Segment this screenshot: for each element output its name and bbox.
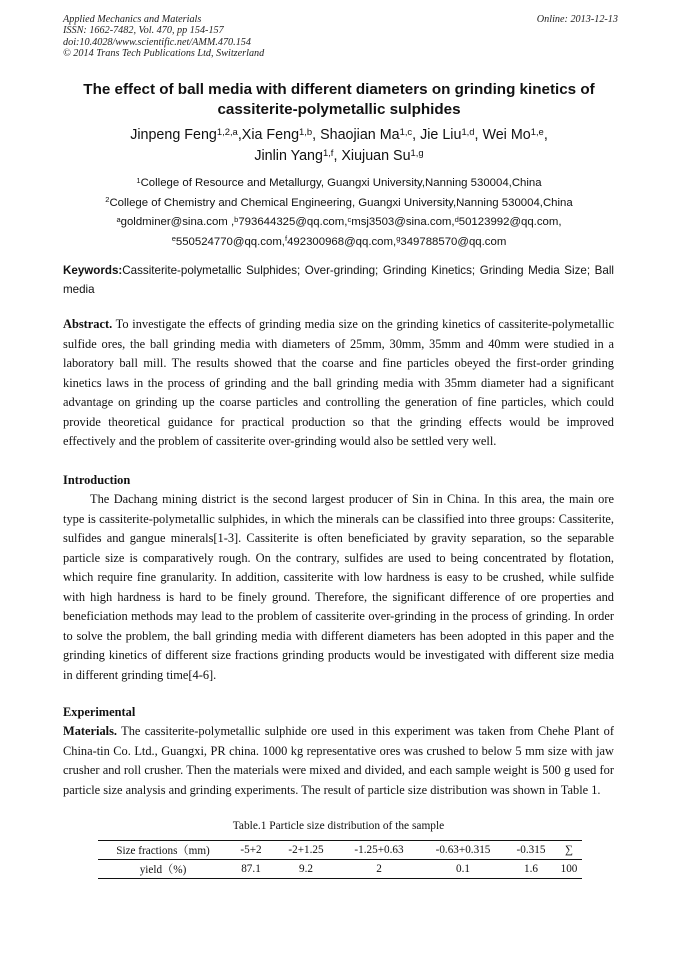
table-header-cell: ∑ bbox=[556, 841, 582, 860]
affiliations bbox=[56, 174, 622, 252]
keywords-label: Keywords: bbox=[63, 264, 123, 277]
author-sep: , bbox=[412, 127, 421, 143]
author-sep: , bbox=[543, 127, 548, 143]
author bbox=[130, 127, 242, 143]
author-affil-sup: 1,f bbox=[322, 146, 334, 158]
author-name: Xia Feng bbox=[241, 127, 300, 143]
affil-text: College of Resource and Metallurgy, Guangxi University,Nanning 530004,China bbox=[140, 177, 542, 189]
author bbox=[320, 127, 420, 143]
email-address: 492300968@qq.com, bbox=[287, 235, 397, 248]
author-affil-sup: 1,c bbox=[399, 125, 413, 137]
materials-text: The cassiterite-polymetallic sulphide ore used in this experiment was taken from Chehe Plant of China-tin Co. Ltd., Guangxi, PR china. 1000 kg representative ores was crushed to below 5 mm size with jaw crusher and roll crusher. Then the materials were mixed and divided, and each sample weight is 500 g used for particle size analysis and grinding experiments. The result of particle size distribution was shown in Table 1. bbox=[63, 724, 614, 797]
email-sup: g bbox=[396, 234, 401, 244]
author-affil-sup: 1,b bbox=[299, 125, 313, 137]
author-sep: , bbox=[333, 148, 342, 164]
table-header-cell: -0.63+0.315 bbox=[420, 841, 506, 860]
author bbox=[483, 127, 548, 143]
affil-sup: 2 bbox=[105, 195, 110, 205]
email-address: msj3503@sina.com, bbox=[351, 216, 455, 228]
introduction-heading: Introduction bbox=[63, 473, 131, 487]
email-sup: a bbox=[116, 214, 121, 224]
email-address: 550524770@qq.com, bbox=[175, 235, 285, 248]
keywords bbox=[63, 261, 614, 299]
author-name: Jinlin Yang bbox=[254, 148, 323, 164]
author-name: Wei Mo bbox=[482, 127, 531, 143]
affil-sup: 1 bbox=[136, 175, 141, 185]
email-sup: e bbox=[171, 234, 176, 244]
author-name: Xiujuan Su bbox=[341, 148, 411, 164]
journal-name: Applied Mechanics and Materials bbox=[63, 14, 202, 25]
author bbox=[420, 127, 482, 143]
email-sup: d bbox=[454, 214, 459, 224]
abstract-label: Abstract. bbox=[63, 317, 113, 331]
email-address: 793644325@qq.com, bbox=[238, 216, 348, 228]
table-caption: Table.1 Particle size distribution of the sample bbox=[232, 820, 445, 832]
author-affil-sup: 1,2,a bbox=[216, 125, 238, 137]
email-sup: f bbox=[284, 234, 288, 244]
table-header-cell: -2+1.25 bbox=[274, 841, 338, 860]
experimental-paragraph bbox=[63, 722, 614, 800]
table-header-cell: Size fractions（mm) bbox=[98, 841, 228, 860]
table-cell: 2 bbox=[338, 860, 420, 879]
table-header-cell: -1.25+0.63 bbox=[338, 841, 420, 860]
email-line-2 bbox=[56, 233, 622, 253]
author-name: Jinpeng Feng bbox=[130, 127, 217, 143]
table-cell: 87.1 bbox=[228, 860, 274, 879]
materials-label: Materials. bbox=[63, 724, 118, 738]
email-sup: b bbox=[234, 214, 239, 224]
table-row bbox=[98, 860, 582, 879]
email-sup: c bbox=[347, 214, 352, 224]
author-list bbox=[60, 125, 618, 167]
doi-line: doi:10.4028/www.scientific.net/AMM.470.154 bbox=[63, 36, 251, 48]
author-affil-sup: 1,e bbox=[530, 125, 544, 137]
abstract-text: To investigate the effects of grinding media size on the grinding kinetics of cassiterite-polymetallic sulfide ores, the ball grinding media with diameters of 25mm, 30mm, 35mm and 40mm were studied in a laboratory ball mill. The results showed that the coarse and fine particles obeyed the first-order grinding kinetics laws in the process of grinding and the ball grinding media with 35mm diameter had a significant advantage on grinding up the coarse particles and controlling the generation of fine particles, which could provide theoretical guidance for practical production so that the grinding effects would be improved effectively and the problem of cassiterite over-grinding would also be settled very well. bbox=[63, 317, 614, 448]
author-sep: , bbox=[474, 127, 483, 143]
author-affil-sup: 1,d bbox=[461, 125, 475, 137]
author-name: Jie Liu bbox=[420, 127, 462, 143]
email-address: 349788570@qq.com bbox=[400, 235, 507, 248]
email-address: 50123992@qq.com, bbox=[458, 216, 562, 228]
online-date: Online: 2013-12-13 bbox=[536, 14, 618, 25]
author-name: Shaojian Ma bbox=[320, 127, 400, 143]
author bbox=[341, 148, 423, 164]
affil-text: College of Chemistry and Chemical Engineering, Guangxi University,Nanning 530004,China bbox=[109, 196, 573, 209]
introduction-paragraph: The Dachang mining district is the second largest producer of Sin in China. In this area, the main ore type is cassiterite-polymetallic sulphides, in which the minerals can be classified into three groups: Cassiterite, sulfides and gangue minerals[1-3]. Cassiterite is often beneficiated by gravity separation, so the separable particle size is comparatively rough. On the contrary, sulfides are used to being concentrated by flotation, which require fine granularity. In addition, cassiterite with low hardness is easy to be crushed, while sulfide with high hardness is hard to be finely ground. Therefore, the significant difference of ore properties and beneficiation methods may lead to the problem of cassiterite over-grinding in the process of grinding. In order to solve the problem, the ball grinding media with different diameters has been adopted in this paper and the grinding kinetics of different size fractions grinding products would be investigated with different size media in different grinding time[4-6]. bbox=[63, 492, 614, 682]
abstract bbox=[63, 315, 614, 452]
keywords-text: Cassiterite-polymetallic Sulphides; Over-grinding; Grinding Kinetics; Grinding Media Size; Ball media bbox=[63, 264, 614, 296]
table-cell: 1.6 bbox=[506, 860, 556, 879]
table-header-cell: -5+2 bbox=[228, 841, 274, 860]
copyright-line: © 2014 Trans Tech Publications Ltd, Switzerland bbox=[63, 48, 265, 60]
table-cell: 0.1 bbox=[420, 860, 506, 879]
author-sep: , bbox=[237, 127, 242, 143]
author bbox=[242, 127, 320, 143]
email-address: goldminer@sina.com , bbox=[120, 216, 235, 228]
affiliation-2 bbox=[56, 194, 622, 214]
affiliation-1 bbox=[56, 174, 622, 194]
author-sep: , bbox=[312, 127, 321, 143]
issn-line: ISSN: 1662-7482, Vol. 470, pp 154-157 bbox=[63, 25, 224, 37]
table-cell: 100 bbox=[556, 860, 582, 879]
author-affil-sup: 1,g bbox=[410, 146, 424, 158]
paper-title: The effect of ball media with different diameters on grinding kinetics of cassiterite-polymetallic sulphides bbox=[83, 81, 595, 118]
table-cell: yield（%) bbox=[98, 860, 228, 879]
table-cell: 9.2 bbox=[274, 860, 338, 879]
email-line-1 bbox=[56, 213, 622, 233]
particle-size-table bbox=[98, 840, 582, 879]
author bbox=[254, 148, 341, 164]
journal-header bbox=[63, 14, 618, 60]
table-header-row bbox=[98, 841, 582, 860]
table-header-cell: -0.315 bbox=[506, 841, 556, 860]
experimental-heading: Experimental bbox=[63, 705, 136, 719]
